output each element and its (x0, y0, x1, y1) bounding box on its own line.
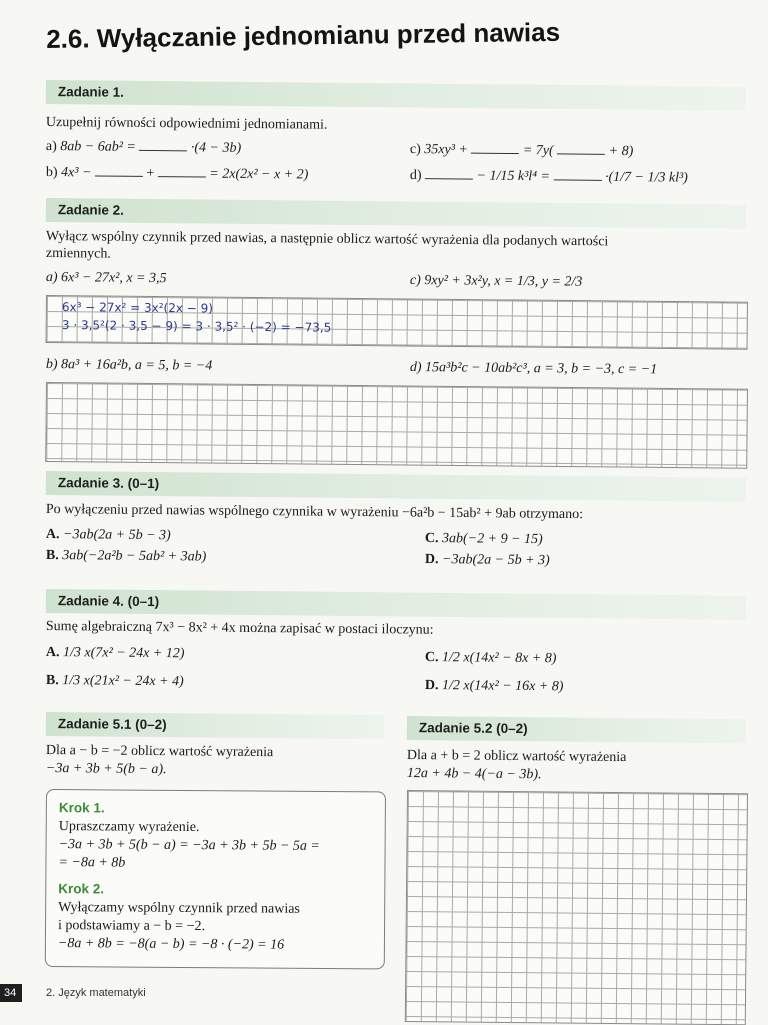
option-d-text: 1/2 x(14x² − 16x + 8) (441, 678, 564, 695)
zadanie-4-question: Sumę algebraiczną 7x³ − 8x² + 4x można zapisać w postaci iloczynu: (45, 619, 434, 638)
zadanie-1-d-blank-2[interactable] (553, 167, 601, 180)
option-d-label: D. (424, 678, 439, 694)
zadanie-1-b-mid: + (146, 165, 155, 182)
zadanie-3-option-c[interactable] (425, 531, 543, 548)
zadanie-4-header: Zadanie 4. (0–1) (46, 589, 746, 620)
handwritten-line-1: 6x³ − 27x² = 3x²(2x − 9) (61, 300, 214, 316)
zadanie-3-question: Po wyłączeniu przed nawias wspólnego czynnika w wyrażeniu −6a²b − 15ab² + 9ab otrzymano: (45, 502, 584, 523)
option-c-text: 1/2 x(14x² − 8x + 8) (441, 650, 557, 667)
option-d-label: D. (424, 552, 439, 568)
zadanie-3-header: Zadanie 3. (0–1) (46, 471, 746, 502)
zadanie-1-a-blank[interactable] (139, 138, 187, 151)
option-b-label: B. (45, 548, 59, 564)
zadanie-5-1-header: Zadanie 5.1 (0–2) (46, 712, 384, 739)
zadanie-2-header: Zadanie 2. (46, 198, 746, 229)
zadanie-5-2-line-2: 12a + 4b − 4(−a − 3b). (406, 766, 542, 783)
zadanie-1-b-blank-1[interactable] (95, 163, 143, 176)
zadanie-3-option-a[interactable] (46, 527, 171, 544)
zadanie-2-b: b) 8a³ + 16a²b, a = 5, b = −4 (45, 357, 213, 374)
answer-grid-2bd[interactable] (45, 382, 748, 469)
zadanie-1-c (410, 140, 634, 160)
zadanie-1-a (46, 137, 241, 157)
zadanie-2-a: a) 6x³ − 27x², x = 3,5 (45, 270, 167, 287)
zadanie-2-d: d) 15a³b²c − 10ab²c³, a = 3, b = −3, c = −1 (409, 360, 658, 378)
zadanie-1-a-label: a) (45, 138, 57, 155)
zadanie-2-instruction-2: zmiennych. (45, 246, 111, 262)
option-c-label: C. (424, 650, 439, 666)
krok-1-line-2: −3a + 3b + 5(b − a) = −3a + 3b + 5b − 5a = (58, 837, 320, 854)
krok-1-line-3: = −8a + 8b (58, 855, 126, 871)
zadanie-1-d-blank-1[interactable] (425, 166, 473, 179)
zadanie-1-a-left: 8ab − 6ab² = (60, 139, 136, 155)
option-d-text: −3ab(2a − 5b + 3) (441, 552, 550, 569)
zadanie-4-option-c[interactable] (425, 650, 557, 667)
zadanie-2-c: c) 9xy² + 3x²y, x = 1/3, y = 2/3 (409, 273, 583, 290)
zadanie-5-2-line-1: Dla a + b = 2 oblicz wartość wyrażenia (406, 748, 627, 766)
krok-1-line-1: Upraszczamy wyrażenie. (58, 819, 200, 836)
page-number: 34 (4, 987, 17, 999)
zadanie-2-instruction-1: Wyłącz wspólny czynnik przed nawias, a następnie oblicz wartość wyrażenia dla podanych wartości (45, 229, 609, 250)
zadanie-1-d-left: − 1/15 k³l⁴ = (476, 168, 551, 185)
zadanie-3-option-d[interactable] (425, 552, 550, 569)
zadanie-4-option-d[interactable] (425, 678, 564, 695)
option-a-text: −3ab(2a + 5b − 3) (62, 527, 171, 544)
zadanie-1-c-left: 35xy³ + (424, 142, 468, 158)
krok-2-line-2: i podstawiamy a − b = −2. (57, 918, 206, 935)
option-c-text: 3ab(−2 + 9 − 15) (441, 531, 543, 548)
zadanie-1-b-left: 4x³ − (61, 165, 92, 181)
option-b-label: B. (45, 673, 59, 689)
zadanie-1-b-blank-2[interactable] (158, 164, 206, 177)
zadanie-1-a-right: ·(4 − 3b) (190, 140, 242, 156)
zadanie-1-d (410, 166, 688, 187)
zadanie-1-header: Zadanie 1. (46, 80, 746, 111)
option-a-text: 1/3 x(7x² − 24x + 12) (62, 645, 185, 662)
zadanie-1-d-label: d) (409, 167, 422, 184)
zadanie-1-d-right: ·(1/7 − 1/3 kl³) (604, 169, 688, 186)
zadanie-1-b-right: = 2x(2x² − x + 2) (209, 166, 309, 183)
option-b-text: 1/3 x(21x² − 24x + 4) (62, 673, 184, 690)
option-a-label: A. (45, 527, 60, 543)
handwritten-line-2: 3 · 3,5²(2 · 3,5 − 9) = 3 · 3,5² · (−2) = −73,5 (61, 318, 332, 335)
zadanie-5-1-line-1: Dla a − b = −2 oblicz wartość wyrażenia (45, 743, 274, 761)
zadanie-1-c-blank-2[interactable] (557, 141, 605, 154)
krok-1-title: Krok 1. (58, 800, 105, 816)
zadanie-1-b-label: b) (45, 164, 58, 181)
zadanie-4-option-a[interactable] (46, 645, 185, 662)
zadanie-4-option-b[interactable] (46, 673, 184, 690)
krok-2-line-3: −8a + 8b = −8(a − b) = −8 · (−2) = 16 (57, 936, 285, 953)
zadanie-1-c-mid: = 7y( (522, 143, 554, 159)
chapter-label: 2. Język matematyki (46, 987, 146, 999)
zadanie-5-2-header: Zadanie 5.2 (0–2) (407, 716, 746, 743)
zadanie-1-c-blank-1[interactable] (471, 141, 519, 154)
krok-2-title: Krok 2. (58, 881, 105, 897)
zadanie-1-c-right: + 8) (608, 143, 634, 160)
answer-grid-5-2[interactable] (405, 790, 748, 1025)
zadanie-3-option-b[interactable] (46, 548, 207, 566)
zadanie-1-instruction: Uzupełnij równości odpowiednimi jednomianami. (45, 115, 328, 133)
krok-2-line-1: Wyłączamy wspólny czynnik przed nawias (58, 900, 300, 917)
option-a-label: A. (45, 645, 60, 661)
zadanie-1-b (46, 163, 309, 184)
option-b-text: 3ab(−2a²b − 5ab² + 3ab) (62, 548, 207, 565)
zadanie-1-c-label: c) (409, 141, 421, 158)
option-c-label: C. (424, 531, 439, 547)
page-title: 2.6. Wyłączanie jednomianu przed nawias (46, 16, 561, 54)
zadanie-5-1-line-2: −3a + 3b + 5(b − a). (45, 761, 167, 778)
solution-box (45, 789, 386, 969)
